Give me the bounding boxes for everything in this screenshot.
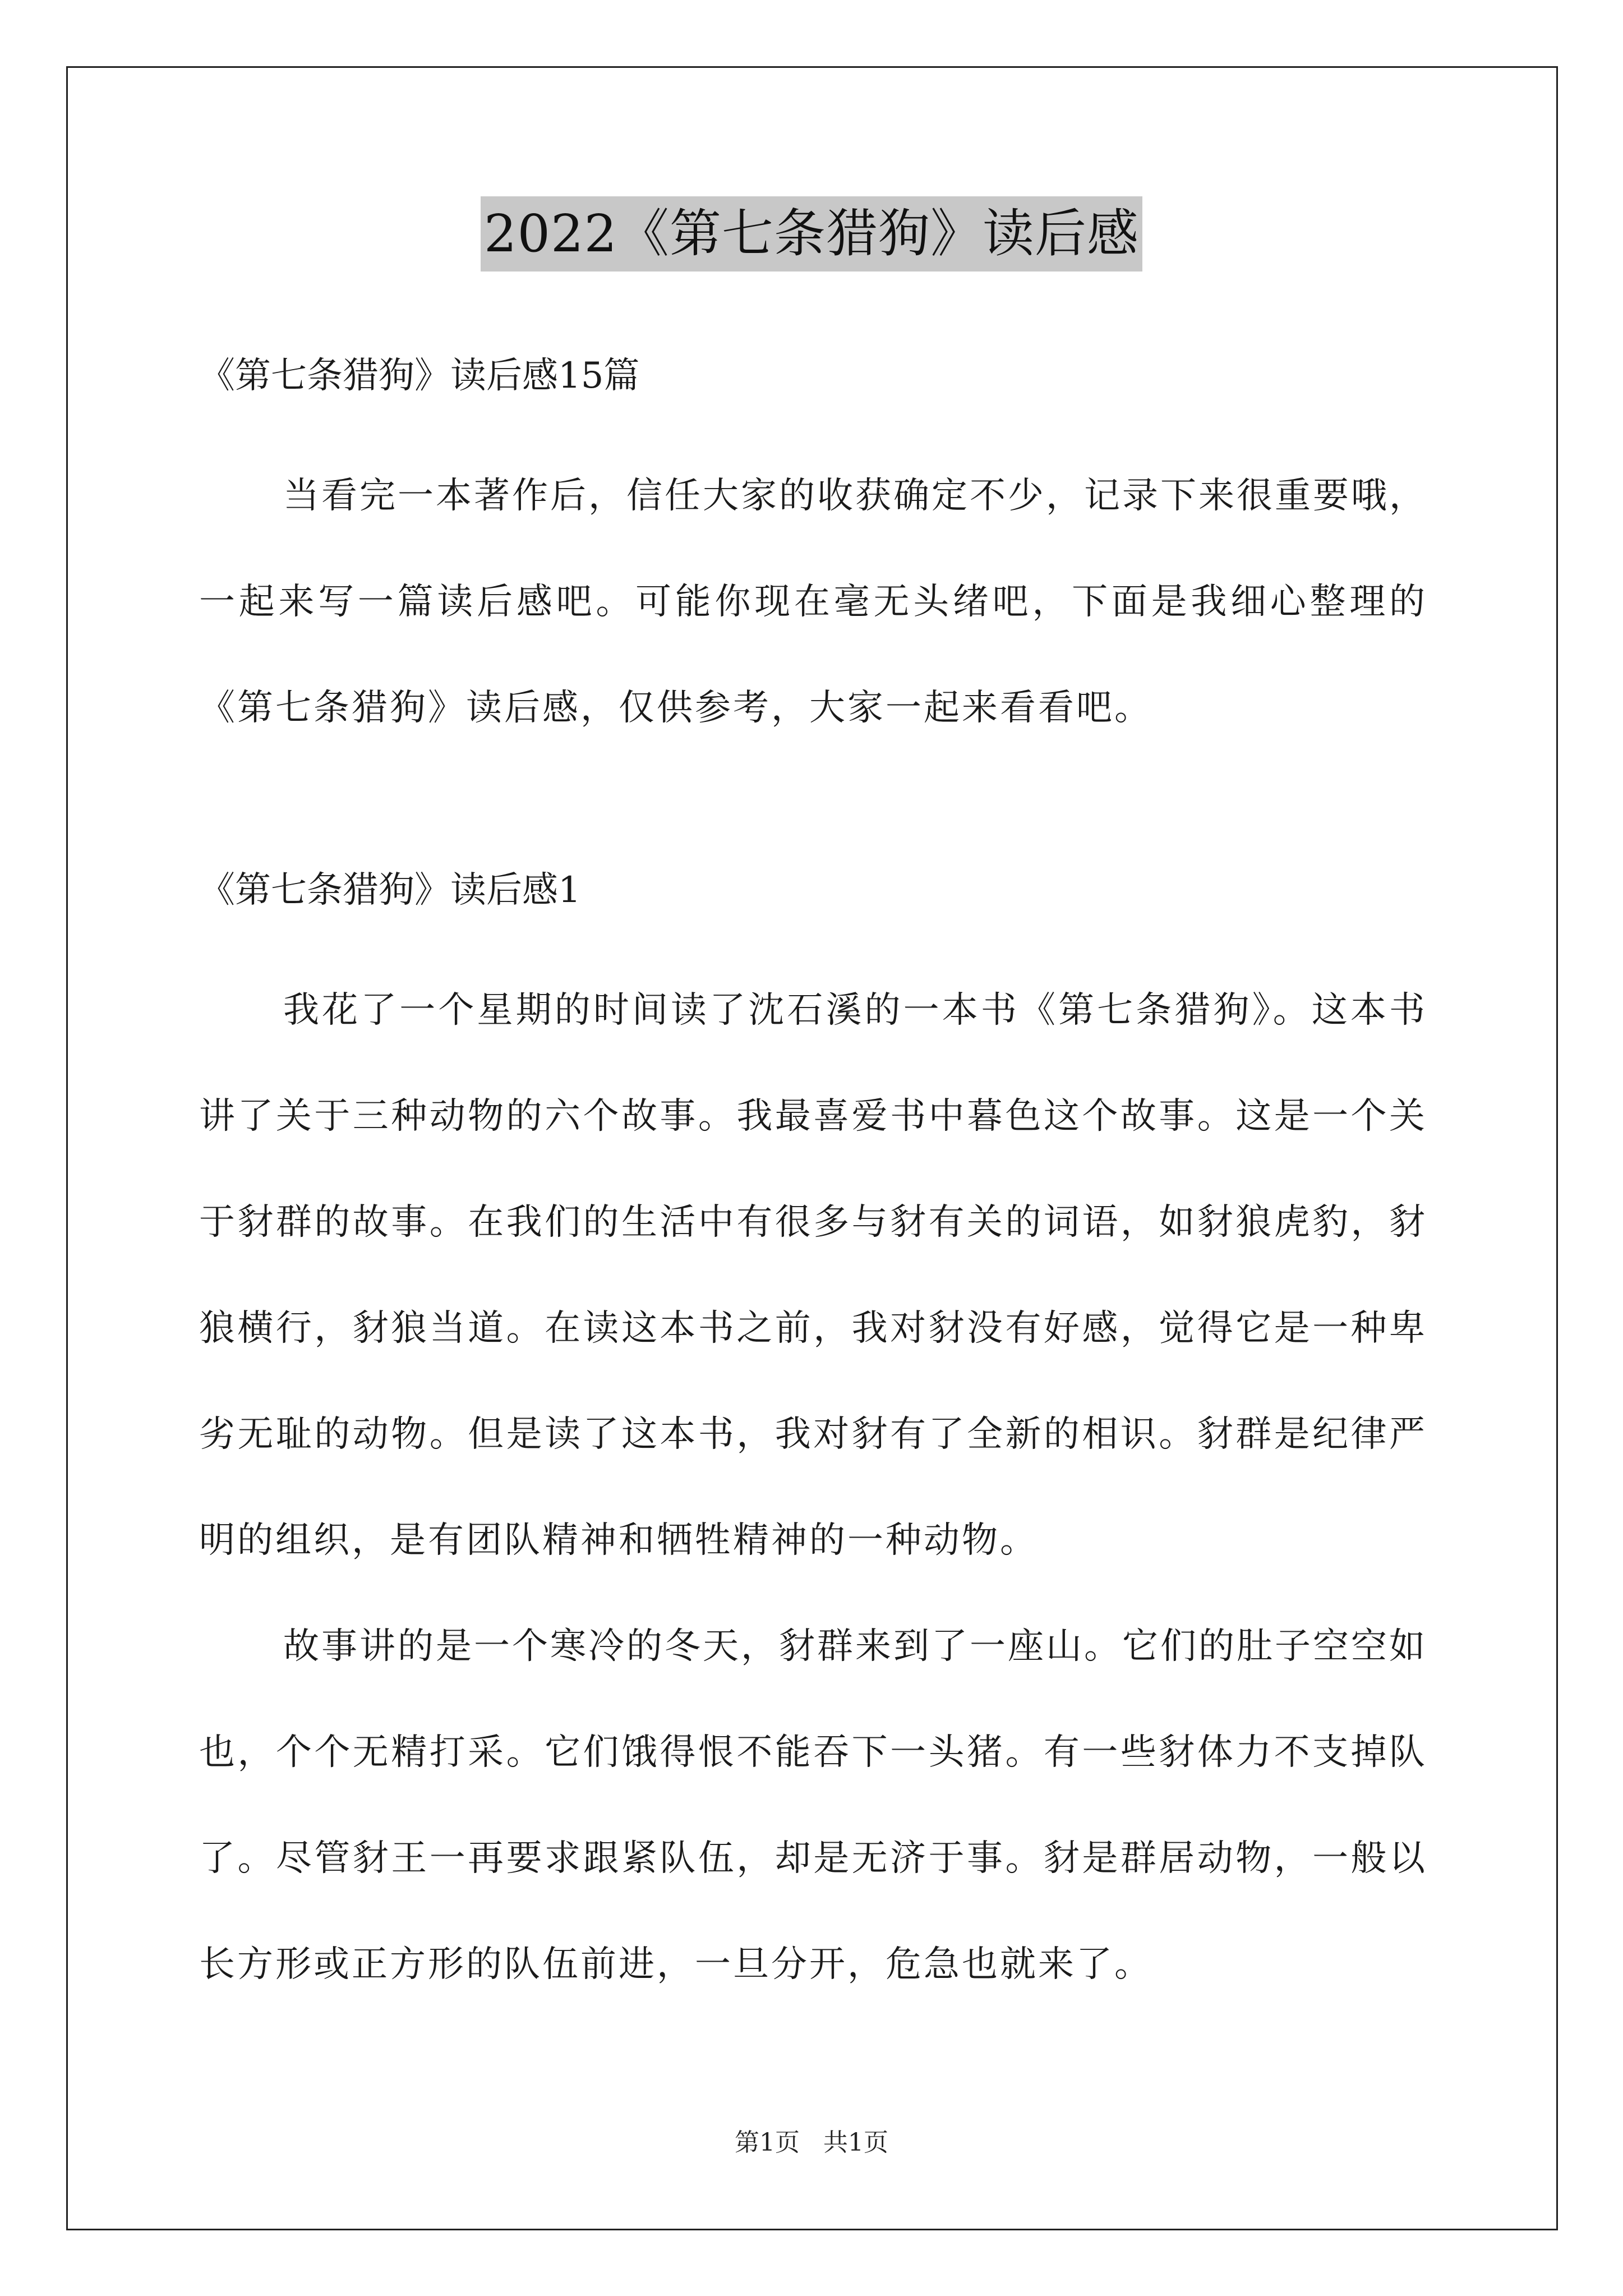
title-container [0, 196, 1623, 272]
page-footer [0, 2126, 1623, 2160]
section-heading: 《第七条猎狗》读后感1 [199, 869, 581, 911]
intro-paragraph: 当看完一本著作后，信任大家的收获确定不少，记录下来很重要哦，一起来写一篇读后感吧。可能你现在毫无头绪吧，下面是我细心整理的《第七条猎狗》读后感，仅供参考，大家一起来看看吧。 [199, 475, 1427, 729]
document-body [199, 342, 1427, 2018]
body-paragraph-1: 我花了一个星期的时间读了沈石溪的一本书《第七条猎狗》。这本书讲了关于三种动物的六个故事。我最喜爱书中暮色这个故事。这是一个关于豺群的故事。在我们的生活中有很多与豺有关的词语，如豺狼虎豹，豺狼横行，豺狼当道。在读这本书之前，我对豺没有好感，觉得它是一种卑劣无耻的动物。但是读了这本书，我对豺有了全新的相识。豺群是纪律严明的组织，是有团队精神和牺牲精神的一种动物。 [199, 990, 1427, 1561]
document-title: 2022《第七条猎狗》读后感 [481, 196, 1142, 272]
page-number: 第1页 [735, 2128, 800, 2157]
page-total: 共1页 [823, 2128, 888, 2157]
document-subtitle: 《第七条猎狗》读后感15篇 [199, 355, 640, 397]
body-paragraph-2: 故事讲的是一个寒冷的冬天，豺群来到了一座山。它们的肚子空空如也，个个无精打采。它们饿得恨不能吞下一头猪。有一些豺体力不支掉队了。尽管豺王一再要求跟紧队伍，却是无济于事。豺是群居动物，一般以长方形或正方形的队伍前进，一旦分开，危急也就来了。 [199, 1626, 1427, 1985]
